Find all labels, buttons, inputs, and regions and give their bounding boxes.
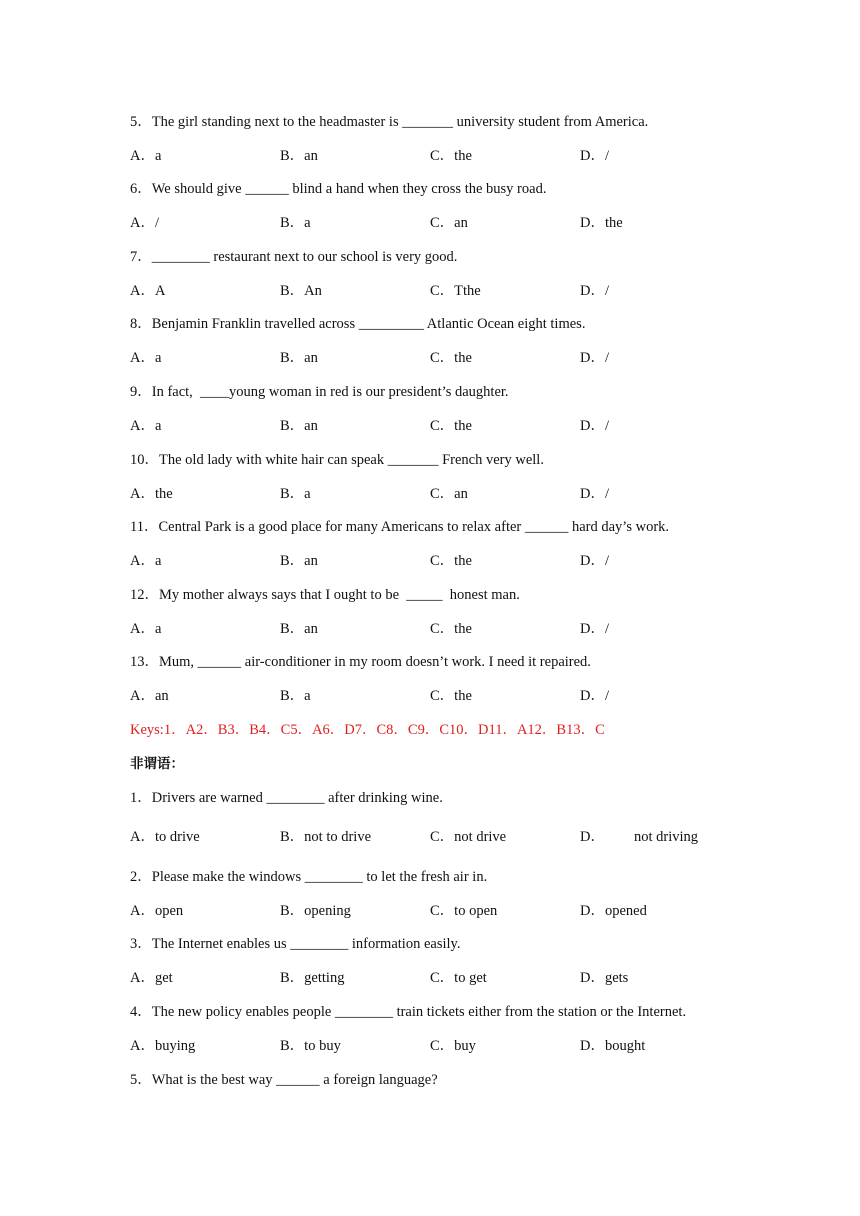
option-row	[130, 552, 770, 570]
option-b: B．An	[280, 283, 322, 299]
option-d: D．/	[580, 148, 609, 164]
option-d: D．/	[580, 283, 609, 299]
option-a: A．the	[130, 486, 173, 502]
question-stem: 6．We should give ______ blind a hand when they cross the busy road.	[130, 181, 547, 197]
question-stem: 8．Benjamin Franklin travelled across _________ Atlantic Ocean eight times.	[130, 316, 586, 332]
option-a: A．to drive	[130, 829, 200, 845]
option-b: B．to buy	[280, 1038, 341, 1054]
question-stem: 9．In fact, ____young woman in red is our president’s daughter.	[130, 384, 509, 400]
option-a: A．a	[130, 553, 162, 569]
answer-keys: Keys:1．A2．B3．B4．C5．A6．D7．C8．C9．C10．D11．A12．B13．C	[130, 722, 605, 738]
option-c: C．the	[430, 350, 472, 366]
option-row	[130, 485, 770, 503]
option-row	[130, 620, 770, 638]
option-c: C．not drive	[430, 829, 507, 845]
option-a: A．a	[130, 621, 162, 637]
option-c: C．the	[430, 553, 472, 569]
option-c: C．an	[430, 215, 468, 231]
option-d: D．/	[580, 553, 609, 569]
option-a: A．a	[130, 350, 162, 366]
option-b: B．an	[280, 418, 318, 434]
option-row	[130, 902, 770, 920]
option-b: B．an	[280, 350, 318, 366]
option-b: B．an	[280, 621, 318, 637]
option-b: B．not to drive	[280, 829, 372, 845]
option-d: D．the	[580, 215, 623, 231]
question-stem: 7．________ restaurant next to our school is very good.	[130, 249, 458, 265]
option-d: D．/	[580, 486, 609, 502]
option-c: C．the	[430, 418, 472, 434]
question-stem: 5．The girl standing next to the headmaster is _______ university student from America.	[130, 114, 649, 130]
question-stem: 12．My mother always says that I ought to be _____ honest man.	[130, 587, 520, 603]
option-b: B．a	[280, 215, 311, 231]
option-d: D． not driving	[580, 829, 699, 845]
option-c: C．to get	[430, 970, 487, 986]
option-a: A．/	[130, 215, 159, 231]
option-b: B．getting	[280, 970, 345, 986]
question-stem: 3．The Internet enables us ________ information easily.	[130, 936, 461, 952]
option-c: C．the	[430, 148, 472, 164]
option-a: A．A	[130, 283, 166, 299]
option-row	[130, 687, 770, 705]
option-row	[130, 349, 770, 367]
option-d: D．/	[580, 350, 609, 366]
option-c: C．an	[430, 486, 468, 502]
option-row	[130, 214, 770, 232]
option-c: C．Tthe	[430, 283, 481, 299]
option-d: D．/	[580, 418, 609, 434]
option-row	[130, 417, 770, 435]
option-row	[130, 828, 770, 846]
option-a: A．open	[130, 903, 184, 919]
option-a: A．buying	[130, 1038, 196, 1054]
option-c: C．buy	[430, 1038, 476, 1054]
option-row	[130, 1037, 770, 1055]
option-c: C．the	[430, 621, 472, 637]
option-d: D．/	[580, 621, 609, 637]
option-a: A．get	[130, 970, 173, 986]
option-d: D．opened	[580, 903, 647, 919]
option-row	[130, 147, 770, 165]
option-b: B．a	[280, 486, 311, 502]
question-stem: 5．What is the best way ______ a foreign language?	[130, 1072, 438, 1088]
question-stem: 4．The new policy enables people ________ train tickets either from the station or the Internet.	[130, 1004, 687, 1020]
option-b: B．an	[280, 148, 318, 164]
option-a: A．an	[130, 688, 169, 704]
option-c: C．the	[430, 688, 472, 704]
option-row	[130, 969, 770, 987]
option-b: B．an	[280, 553, 318, 569]
option-a: A．a	[130, 148, 162, 164]
option-d: D．gets	[580, 970, 629, 986]
option-a: A．a	[130, 418, 162, 434]
option-b: B．a	[280, 688, 311, 704]
option-c: C．to open	[430, 903, 498, 919]
question-stem: 11．Central Park is a good place for many Americans to relax after ______ hard day’s work.	[130, 519, 670, 535]
section-heading: 非谓语：	[130, 756, 184, 772]
option-b: B．opening	[280, 903, 351, 919]
question-stem: 13．Mum, ______ air-conditioner in my room doesn’t work. I need it repaired.	[130, 654, 591, 670]
question-stem: 2．Please make the windows ________ to let the fresh air in.	[130, 869, 488, 885]
option-row	[130, 282, 770, 300]
question-stem: 10．The old lady with white hair can speak _______ French very well.	[130, 452, 544, 468]
option-d: D．bought	[580, 1038, 646, 1054]
option-d: D．/	[580, 688, 609, 704]
question-stem: 1．Drivers are warned ________ after drinking wine.	[130, 790, 443, 806]
